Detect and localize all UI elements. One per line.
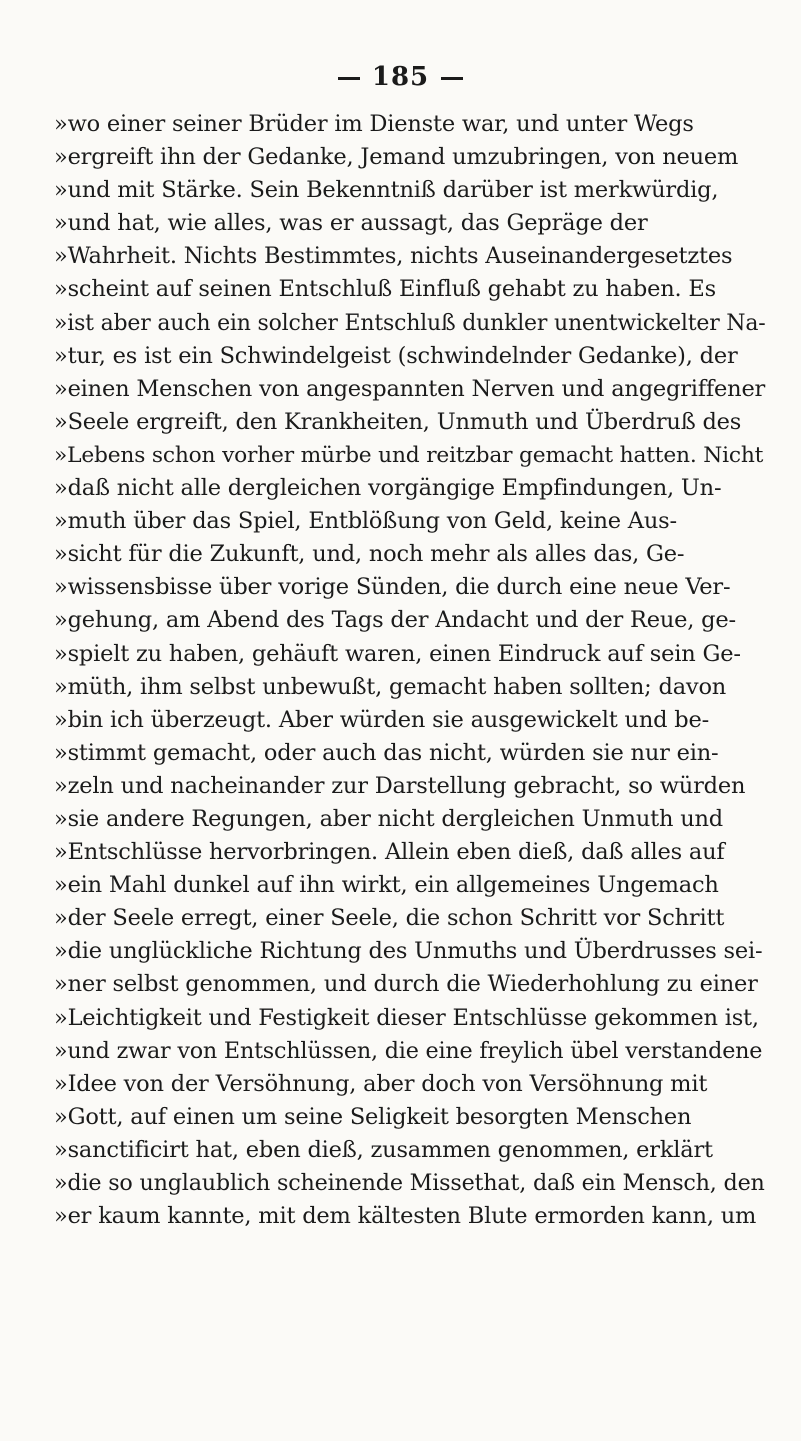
text-line: »ergreift ihn der Gedanke, Jemand umzubringen, von neuem (54, 144, 739, 171)
page-header (0, 62, 801, 92)
text-line: »gehung, am Abend des Tags der Andacht und der Reue, ge- (54, 607, 736, 634)
text-line: »Lebens schon vorher mürbe und reitzbar gemacht hatten. Nicht (54, 442, 764, 468)
header-dash-right (441, 77, 463, 80)
text-line: »er kaum kannte, mit dem kältesten Blute ermorden kann, um (54, 1203, 757, 1230)
text-line: »ner selbst genommen, und durch die Wiederhohlung zu einer (54, 971, 758, 998)
text-line: »bin ich überzeugt. Aber würden sie ausgewickelt und be- (54, 706, 710, 733)
text-line: »scheint auf seinen Entschluß Einfluß gehabt zu haben. Es (54, 276, 716, 303)
text-line: »stimmt gemacht, oder auch das nicht, würden sie nur ein- (54, 739, 719, 766)
text-line: »Gott, auf einen um seine Seligkeit besorgten Menschen (54, 1103, 692, 1130)
text-line: »Idee von der Versöhnung, aber doch von Versöhnung mit (54, 1070, 708, 1097)
text-line: »müth, ihm selbst unbewußt, gemacht haben sollten; davon (54, 673, 727, 700)
text-line: »muth über das Spiel, Entblößung von Geld, keine Aus- (54, 508, 677, 535)
text-line: »daß nicht alle dergleichen vorgängige Empfindungen, Un- (54, 475, 722, 502)
text-line: »sicht für die Zukunft, und, noch mehr als alles das, Ge- (54, 541, 685, 568)
header-dash-left (338, 77, 360, 80)
body-text (54, 108, 766, 1233)
text-line: »sanctificirt hat, eben dieß, zusammen genommen, erklärt (54, 1136, 713, 1163)
text-line: »der Seele erregt, einer Seele, die schon Schritt vor Schritt (54, 905, 725, 932)
text-line: »Wahrheit. Nichts Bestimmtes, nichts Auseinandergesetztes (54, 243, 733, 270)
text-line: »sie andere Regungen, aber nicht dergleichen Unmuth und (54, 805, 723, 832)
text-line: »Leichtigkeit und Festigkeit dieser Entschlüsse gekommen ist, (54, 1004, 759, 1031)
text-line: »und hat, wie alles, was er aussagt, das Gepräge der (54, 210, 648, 237)
text-line: »Seele ergreift, den Krankheiten, Unmuth und Überdruß des (54, 408, 742, 435)
text-line: »und mit Stärke. Sein Bekenntniß darüber ist merkwürdig, (54, 177, 719, 204)
text-line: »wissensbisse über vorige Sünden, die durch eine neue Ver- (54, 574, 731, 601)
text-line: »ein Mahl dunkel auf ihn wirkt, ein allgemeines Ungemach (54, 872, 719, 899)
text-line: »tur, es ist ein Schwindelgeist (schwindelnder Gedanke), der (54, 342, 738, 369)
text-line: »ist aber auch ein solcher Entschluß dunkler unentwickelter Na- (54, 310, 766, 336)
text-line: »die unglückliche Richtung des Unmuths und Überdrusses sei- (54, 938, 763, 965)
text-line: »Entschlüsse hervorbringen. Allein eben dieß, daß alles auf (54, 839, 725, 866)
text-line: »die so unglaublich scheinende Missethat, daß ein Mensch, den (54, 1170, 765, 1196)
text-line: »einen Menschen von angespannten Nerven und angegriffener (54, 375, 766, 402)
text-line: »spielt zu haben, gehäuft waren, einen Eindruck auf sein Ge- (54, 640, 741, 667)
text-line: »wo einer seiner Brüder im Dienste war, und unter Wegs (54, 111, 694, 137)
text-line: »und zwar von Entschlüssen, die eine freylich übel verstandene (54, 1037, 763, 1064)
page-number: 185 (371, 62, 430, 92)
text-line: »zeln und nacheinander zur Darstellung gebracht, so würden (54, 772, 746, 799)
